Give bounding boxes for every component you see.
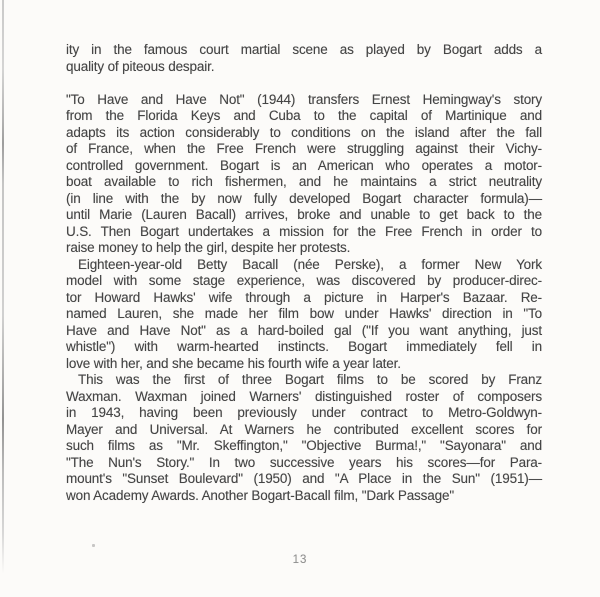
text-line: love with her, and she became his fourth wife a year later. [66,355,401,371]
text-line: from the Florida Keys and Cuba to the capital of Martinique and [66,108,542,123]
text-line: ity in the famous court martial scene as played by Bogart adds a [66,42,542,57]
text-line: mount's "Sunset Boulevard" (1950) and "A Place in the Sun" (1951)— [66,471,542,486]
text-line: model with some stage experience, was discovered by producer-direc- [66,273,542,288]
page-number: 13 [292,554,308,566]
text-line: Waxman. Waxman joined Warners' distinguished roster of composers [66,388,542,404]
text-line: raise money to help the girl, despite her protests. [66,240,351,255]
text-block [66,42,542,504]
text-line: Have and Have Not" as a hard-boiled gal ("If you want anything, just [66,322,542,338]
text-line: "To Have and Have Not" (1944) transfers Ernest Hemingway's story [66,91,542,107]
paragraph [66,372,542,504]
text-line: adapts its action considerably to conditions on the island after the fall [66,124,542,140]
text-line: such films as "Mr. Skeffington," "Objective Burma!," "Sayonara" and [66,438,542,453]
text-line: U.S. Then Bogart undertakes a mission for the Free French in order to [66,223,542,239]
text-line: won Academy Awards. Another Bogart-Bacall film, "Dark Passage" [66,487,454,503]
text-line: boat available to rich fishermen, and he maintains a strict neutrality [66,174,542,189]
text-line: named Lauren, she made her film bow under Hawks' direction in "To [66,306,542,321]
text-line: controlled government. Bogart is an American who operates a motor- [66,157,542,173]
paragraph [66,92,542,257]
scan-gutter-line [2,0,4,574]
text-line: quality of piteous despair. [66,58,215,74]
text-line: until Marie (Lauren Bacall) arrives, broke and unable to get back to the [66,207,542,222]
text-line: of France, when the Free French were struggling against their Vichy- [66,141,542,156]
paragraph [66,42,542,75]
text-line: tor Howard Hawks' wife through a picture in Harper's Bazaar. Re- [66,289,542,305]
text-line: in 1943, having been previously under contract to Metro-Goldwyn- [66,405,542,420]
text-line: "The Nun's Story." In two successive years his scores—for Para- [66,454,542,470]
paragraph [66,257,542,373]
text-line: This was the first of three Bogart films to be scored by Franz [78,372,542,387]
scan-speck [92,544,95,547]
text-line: whistle") with warm-hearted instincts. Bogart immediately fell in [66,339,542,354]
text-line: Eighteen-year-old Betty Bacall (née Perske), a former New York [78,256,542,272]
text-line: (in line with the by now fully developed Bogart character formula)— [66,190,542,206]
text-line: Mayer and Universal. At Warners he contributed excellent scores for [66,421,542,437]
